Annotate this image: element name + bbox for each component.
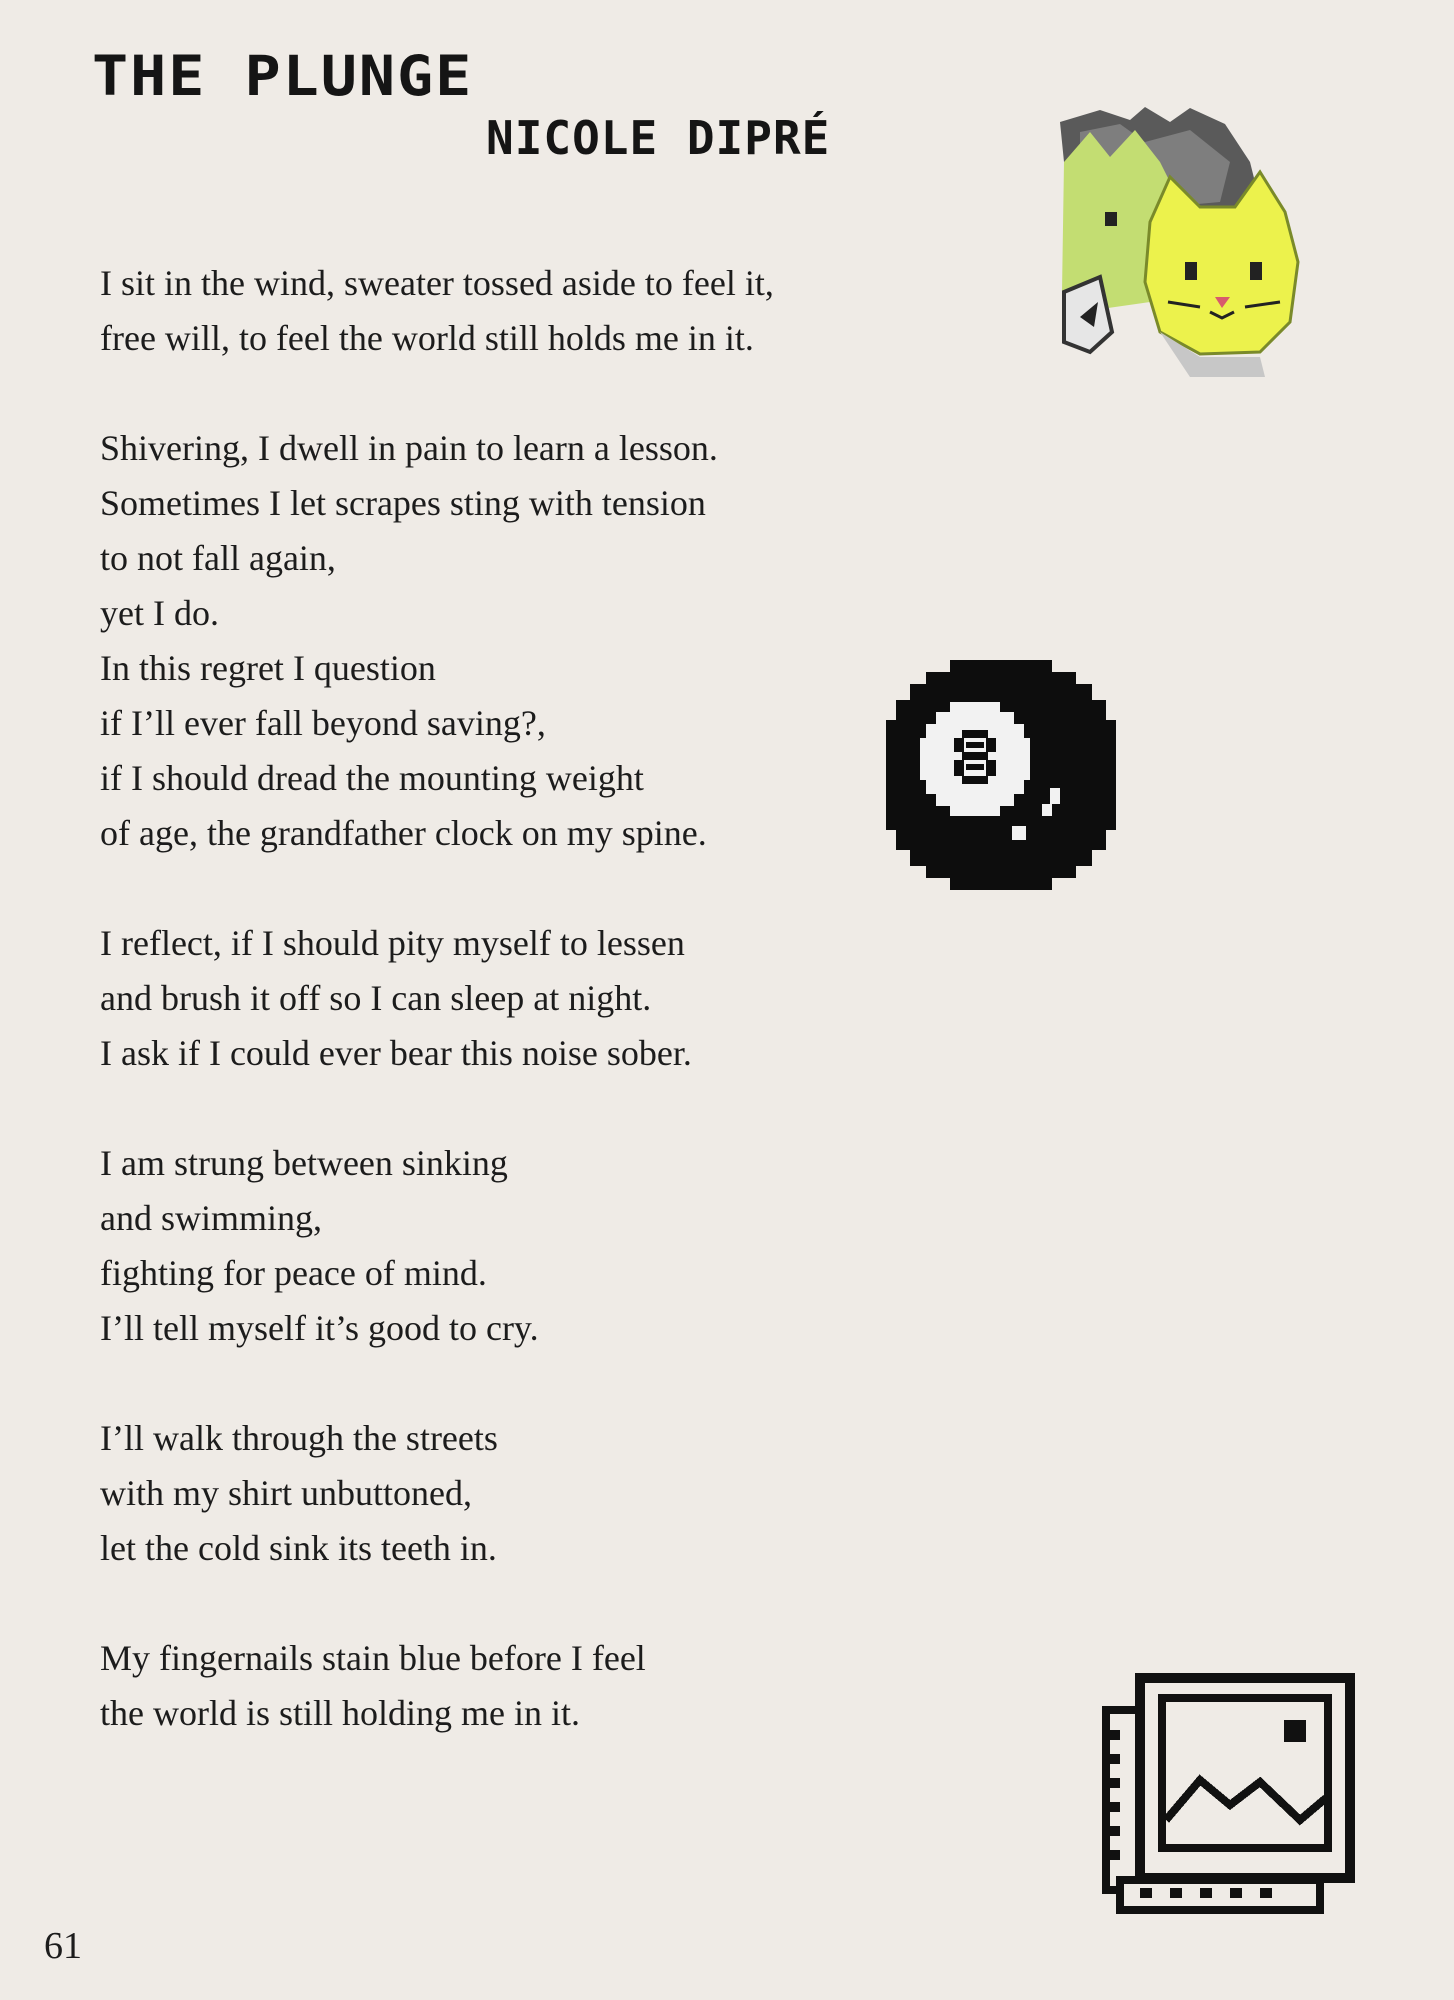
- poem-line: Shivering, I dwell in pain to learn a lesson.: [100, 428, 718, 468]
- poem-line: to not fall again,: [100, 538, 336, 578]
- pixel-eight-ball-icon: [880, 660, 1122, 890]
- poem-line: I sit in the wind, sweater tossed aside to feel it,: [100, 263, 774, 303]
- poem-line: My fingernails stain blue before I feel: [100, 1638, 646, 1678]
- stanza: [100, 916, 880, 1081]
- poem-author: NICOLE DIPRÉ: [486, 111, 831, 165]
- poem-line: the world is still holding me in it.: [100, 1693, 580, 1733]
- poem-line: if I’ll ever fall beyond saving?,: [100, 703, 546, 743]
- stanza: [100, 421, 880, 861]
- poem-line: fighting for peace of mind.: [100, 1253, 487, 1293]
- poem-line: let the cold sink its teeth in.: [100, 1528, 497, 1568]
- poem-line: In this regret I question: [100, 648, 436, 688]
- poem-line: and brush it off so I can sleep at night.: [100, 978, 652, 1018]
- poem-line: free will, to feel the world still holds me in it.: [100, 318, 754, 358]
- stanza: [100, 1411, 880, 1576]
- poem-line: I’ll walk through the streets: [100, 1418, 498, 1458]
- poem-line: I reflect, if I should pity myself to lessen: [100, 923, 685, 963]
- poem-line: yet I do.: [100, 593, 219, 633]
- pixel-cats-icon: [1050, 102, 1320, 382]
- stanza: [100, 1631, 880, 1741]
- poem-line: with my shirt unbuttoned,: [100, 1473, 472, 1513]
- stanza: [100, 256, 880, 366]
- page-number: 61: [44, 1925, 82, 1967]
- poem-title: THE PLUNGE: [92, 44, 474, 109]
- poem-line: I’ll tell myself it’s good to cry.: [100, 1308, 539, 1348]
- pixel-picture-frame-icon: [1100, 1670, 1360, 1920]
- poem-line: Sometimes I let scrapes sting with tension: [100, 483, 706, 523]
- poem-line: if I should dread the mounting weight: [100, 758, 644, 798]
- poem-line: I ask if I could ever bear this noise sober.: [100, 1033, 692, 1073]
- poem-line: and swimming,: [100, 1198, 322, 1238]
- stanza: [100, 1136, 880, 1356]
- poem-line: I am strung between sinking: [100, 1143, 508, 1183]
- poem-line: of age, the grandfather clock on my spine.: [100, 813, 707, 853]
- poem-body: [100, 256, 880, 1796]
